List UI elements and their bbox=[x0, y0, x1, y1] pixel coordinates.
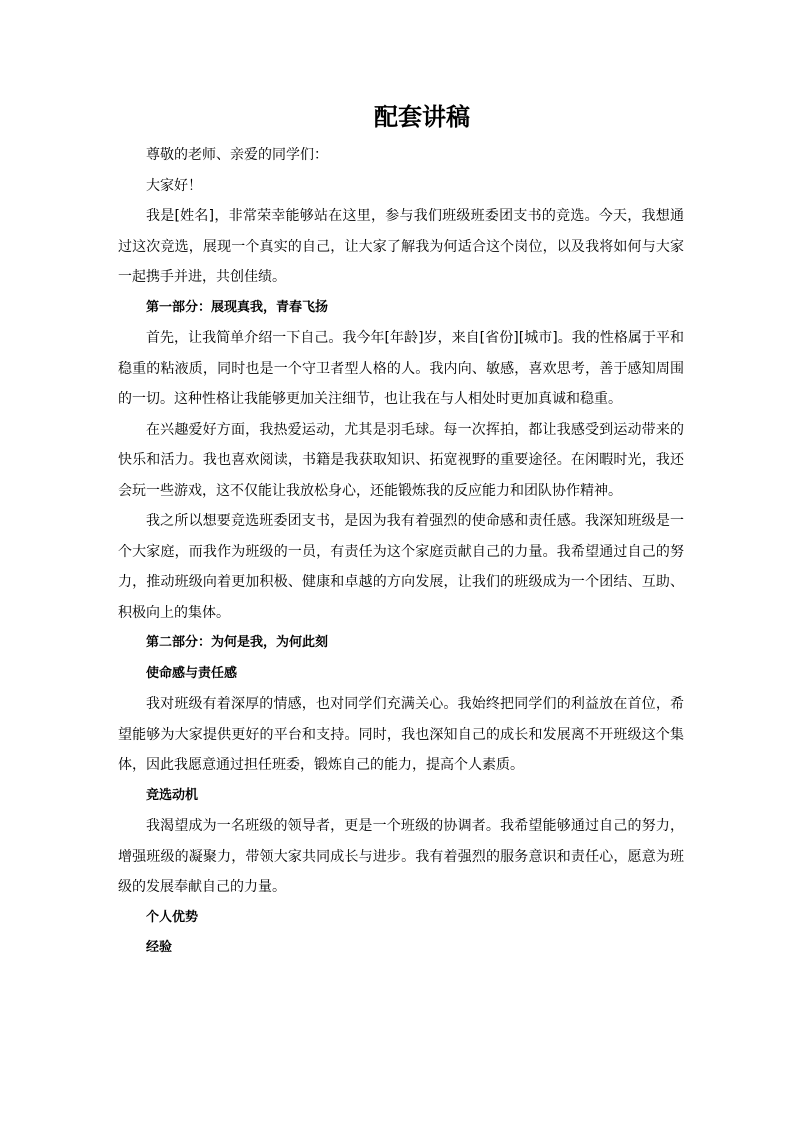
mission-paragraph: 我对班级有着深厚的情感，也对同学们充满关心。我始终把同学们的利益放在首位，希望能够为大家提供更好的平台和支持。同时，我也深知自己的成长和发展离不开班级这个集体，因此我愿意通过担任班委，锻炼自己的能力，提高个人素质。 bbox=[118, 696, 684, 773]
experience-heading: 经验 bbox=[146, 940, 173, 955]
part1-paragraph-hobbies: 在兴趣爱好方面，我热爱运动，尤其是羽毛球。每一次挥拍，都让我感受到运动带来的快乐和活力。我也喜欢阅读，书籍是我获取知识、拓宽视野的重要途径。在闲暇时光，我还会玩一些游戏，这不仅能让我放松身心，还能锻炼我的反应能力和团队协作精神。 bbox=[118, 421, 684, 499]
greeting-line: 尊敬的老师、亲爱的同学们： bbox=[146, 147, 328, 163]
document-title: 配套讲稿 bbox=[374, 102, 470, 131]
hello-line: 大家好！ bbox=[146, 177, 202, 194]
intro-paragraph: 我是[姓名]，非常荣幸能够站在这里，参与我们班级班委团支书的竞选。今天，我想通过这次竞选，展现一个真实的自己，让大家了解我为何适合这个岗位，以及我将如何与大家一起携手并进，共创佳绩。 bbox=[118, 208, 684, 285]
motive-heading: 竞选动机 bbox=[146, 787, 199, 803]
part1-paragraph-motivation: 我之所以想要竞选班委团支书，是因为我有着强烈的使命感和责任感。我深知班级是一个大家庭，而我作为班级的一员，有责任为这个家庭贡献自己的力量。我希望通过自己的努力，推动班级向着更加积极、健康和卓越的方向发展，让我们的班级成为一个团结、互助、积极向上的集体。 bbox=[118, 513, 684, 621]
part1-heading: 第一部分：展现真我，青春飞扬 bbox=[146, 299, 329, 315]
mission-heading: 使命感与责任感 bbox=[146, 665, 238, 681]
motive-paragraph: 我渴望成为一名班级的领导者，更是一个班级的协调者。我希望能够通过自己的努力，增强班级的凝聚力，带领大家共同成长与进步。我有着强烈的服务意识和责任心，愿意为班级的发展奉献自己的力量。 bbox=[118, 818, 684, 895]
advantage-heading: 个人优势 bbox=[146, 909, 199, 925]
part1-paragraph-intro: 首先，让我简单介绍一下自己。我今年[年龄]岁，来自[省份][城市]。我的性格属于平和稳重的粘液质，同时也是一个守卫者型人格的人。我内向、敏感，喜欢思考，善于感知周围的一切。这种性格让我能够更加关注细节，也让我在与人相处时更加真诚和稳重。 bbox=[118, 330, 684, 407]
part2-heading: 第二部分：为何是我，为何此刻 bbox=[146, 635, 329, 650]
document-body bbox=[118, 140, 684, 964]
